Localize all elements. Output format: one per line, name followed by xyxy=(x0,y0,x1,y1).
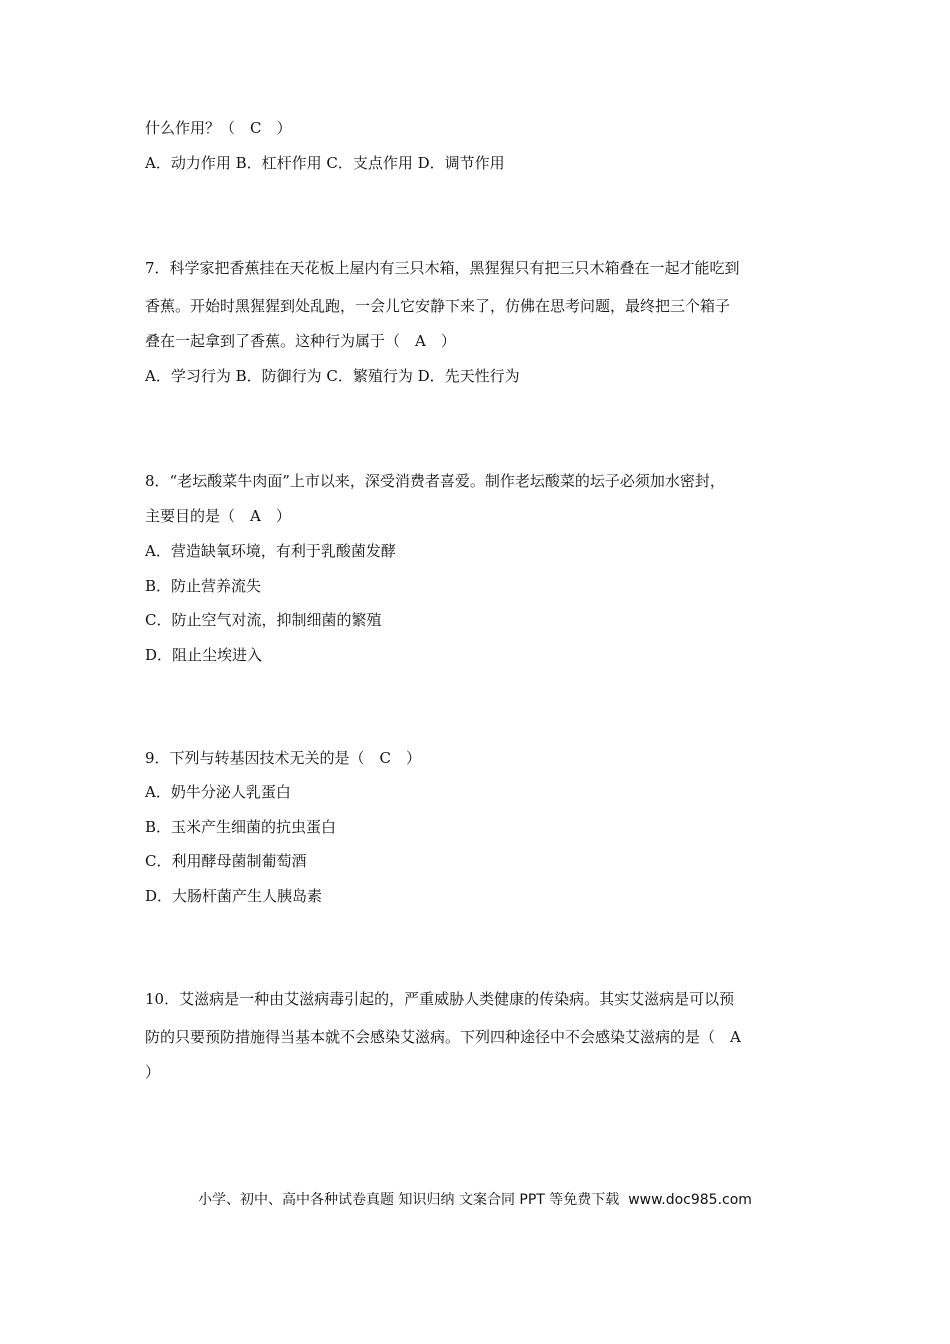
q7-line-1: 7．科学家把香蕉挂在天花板上屋内有三只木箱，黑猩猩只有把三只木箱叠在一起才能吃到 xyxy=(145,259,740,277)
q10-line-1: 10．艾滋病是一种由艾滋病毒引起的，严重威胁人类健康的传染病。其实艾滋病是可以预 xyxy=(145,990,735,1008)
q8-line-2: 主要目的是（ A ） xyxy=(145,507,291,525)
q7-line-2: 香蕉。开始时黑猩猩到处乱跑，一会儿它安静下来了，仿佛在思考问题，最终把三个箱子 xyxy=(145,297,731,315)
q7-options: A．学习行为 B．防御行为 C．繁殖行为 D．先天性行为 xyxy=(145,367,520,385)
q6-options: A．动力作用 B．杠杆作用 C．支点作用 D．调节作用 xyxy=(145,154,505,172)
q8-option-b: B．防止营养流失 xyxy=(145,577,262,595)
q6-stem-tail: 什么作用？（ C ） xyxy=(145,119,292,137)
page-footer: 小学、初中、高中各种试卷真题 知识归纳 文案合同 PPT 等免费下载 www.doc985.com xyxy=(198,1192,752,1208)
q9-option-d: D．大肠杆菌产生人胰岛素 xyxy=(145,887,323,905)
q9-option-a: A．奶牛分泌人乳蛋白 xyxy=(145,783,291,801)
q8-line-1: 8．“老坛酸菜牛肉面”上市以来，深受消费者喜爱。制作老坛酸菜的坛子必须加水密封， xyxy=(145,472,725,490)
q9-line-1: 9．下列与转基因技术无关的是（ C ） xyxy=(145,749,422,767)
q10-line-2: 防的只要预防措施得当基本就不会感染艾滋病。下列四种途径中不会感染艾滋病的是（ A xyxy=(145,1028,741,1046)
q9-option-b: B．玉米产生细菌的抗虫蛋白 xyxy=(145,818,337,836)
q7-line-3: 叠在一起拿到了香蕉。这种行为属于（ A ） xyxy=(145,332,456,350)
q8-option-a: A．营造缺氧环境，有利于乳酸菌发酵 xyxy=(145,542,396,560)
q8-option-d: D．阻止尘埃进入 xyxy=(145,646,263,664)
q8-option-c: C．防止空气对流，抑制细菌的繁殖 xyxy=(145,611,382,629)
q10-line-3: ） xyxy=(145,1063,161,1081)
q9-option-c: C．利用酵母菌制葡萄酒 xyxy=(145,852,307,870)
